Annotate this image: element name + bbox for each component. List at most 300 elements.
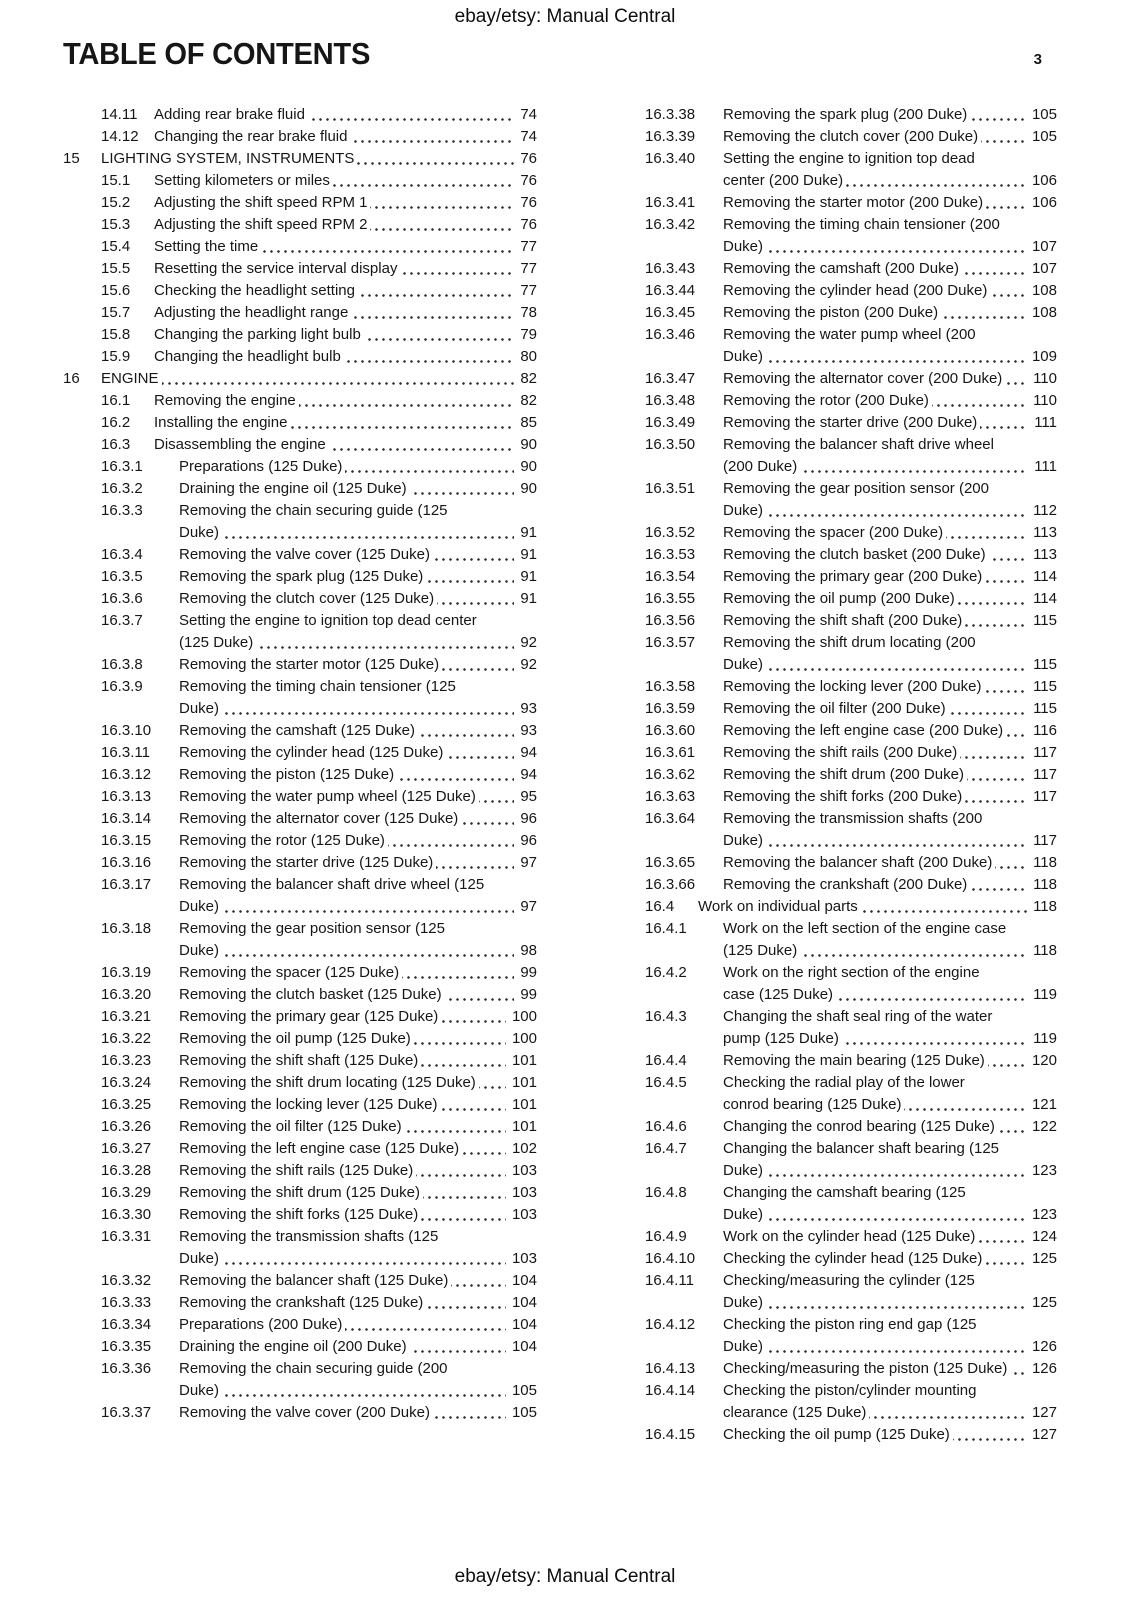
toc-entry-body: [723, 544, 1057, 566]
toc-entry-title: Removing the balancer shaft drive wheel (125 Duke): [179, 876, 485, 915]
toc-entry-page: 127: [1026, 1402, 1057, 1424]
toc-entry: [645, 544, 1057, 566]
toc-entry-title: Removing the oil filter (200 Duke): [723, 700, 949, 717]
toc-entry-title: Checking the headlight setting: [154, 282, 358, 299]
toc-entry-title: Checking the piston/cylinder mounting clearance (125 Duke): [723, 1382, 977, 1421]
toc-entry-title: Disassembling the engine: [154, 436, 329, 453]
toc-entry-body: [723, 1050, 1057, 1072]
toc-entry-page: 91: [514, 588, 537, 610]
toc-entry-number: 16.3.20: [101, 986, 152, 1003]
toc-entry-body: [179, 456, 537, 478]
toc-entry-title: Removing the spacer (125 Duke): [179, 964, 402, 981]
toc-entry-page: 117: [1027, 786, 1057, 808]
toc-entry-number: 16.3.21: [101, 1008, 152, 1025]
toc-entry-title: Checking the piston ring end gap (125 Duke): [723, 1316, 977, 1355]
toc-entry-body: [723, 698, 1057, 720]
toc-entry-page: 90: [514, 434, 537, 456]
toc-entry: [645, 962, 1057, 1006]
toc-entry-title: Setting kilometers or miles: [154, 172, 333, 189]
toc-entry-body: [179, 566, 537, 588]
toc-entry-body: [723, 390, 1057, 412]
toc-entry-number: 16.3.38: [645, 106, 696, 123]
toc-entry-title: Removing the engine: [154, 392, 299, 409]
toc-entry: [101, 258, 537, 280]
toc-entry-page: 102: [506, 1138, 537, 1160]
toc-entry: [645, 324, 1057, 368]
toc-entry-number: 16.4.7: [645, 1140, 687, 1157]
toc-entry-number: 16.3.42: [645, 216, 696, 233]
toc-entry-body: [723, 1072, 1057, 1116]
toc-entry-number: 16.3.39: [645, 128, 696, 145]
toc-entry-title: Removing the left engine case (200 Duke): [723, 722, 1006, 739]
toc-entry: [645, 1116, 1057, 1138]
toc-entry: [101, 346, 537, 368]
toc-entry: [101, 1292, 537, 1314]
toc-entry: [101, 1182, 537, 1204]
toc-entry-number: 16.3.64: [645, 810, 696, 827]
toc-entry-title: Removing the piston (200 Duke): [723, 304, 941, 321]
toc-entry-number: 15: [63, 150, 80, 167]
toc-entry-page: 122: [1026, 1116, 1057, 1138]
toc-entry: [645, 214, 1057, 258]
toc-entry: [101, 126, 537, 148]
toc-entry-body: [723, 126, 1057, 148]
toc-entry-title: Checking/measuring the piston (125 Duke): [723, 1360, 1010, 1377]
toc-entry: [645, 192, 1057, 214]
toc-entry-title: Removing the camshaft (125 Duke): [179, 722, 418, 739]
toc-entry-page: 101: [506, 1072, 537, 1094]
toc-entry-title: Removing the gear position sensor (125 Duke): [179, 920, 445, 959]
toc-entry-number: 16.3.1: [101, 458, 143, 475]
toc-entry-page: 112: [1027, 500, 1057, 522]
toc-entry-page: 104: [506, 1270, 537, 1292]
toc-entry-body: [101, 148, 537, 170]
toc-entry-number: 16.3.13: [101, 788, 152, 805]
toc-entry-body: [723, 1248, 1057, 1270]
toc-entry: [63, 368, 537, 390]
toc-entry-body: [179, 1028, 537, 1050]
toc-entry: [101, 1314, 537, 1336]
toc-entry-body: [179, 500, 537, 544]
toc-entry: [101, 192, 537, 214]
toc-entry-page: 90: [514, 456, 537, 478]
toc-entry: [101, 302, 537, 324]
toc-entry-title: Adding rear brake fluid: [154, 106, 308, 123]
toc-entry-page: 97: [514, 852, 537, 874]
toc-entry: [645, 698, 1057, 720]
toc-entry-page: 101: [506, 1050, 537, 1072]
toc-entry-page: 74: [514, 126, 537, 148]
toc-entry: [101, 742, 537, 764]
toc-entry-title: Removing the balancer shaft (200 Duke): [723, 854, 995, 871]
toc-entry: [645, 258, 1057, 280]
toc-entry-number: 15.7: [101, 304, 131, 321]
toc-entry-number: 16.3.47: [645, 370, 696, 387]
toc-entry: [101, 720, 537, 742]
toc-entry-title: Removing the starter motor (200 Duke): [723, 194, 986, 211]
toc-entry-number: 16.3.31: [101, 1228, 152, 1245]
toc-entry: [63, 148, 537, 170]
toc-entry-body: [723, 1358, 1057, 1380]
toc-entry: [101, 852, 537, 874]
toc-entry: [101, 676, 537, 720]
toc-entry: [645, 1270, 1057, 1314]
toc-entry-title: Removing the primary gear (200 Duke): [723, 568, 985, 585]
toc-entry-body: [154, 104, 537, 126]
toc-entry-number: 16: [63, 370, 80, 387]
toc-entry-number: 16.4.2: [645, 964, 687, 981]
toc-entry: [645, 896, 1057, 918]
toc-entry-number: 16.4.3: [645, 1008, 687, 1025]
toc-entry-body: [154, 434, 537, 456]
toc-entry-number: 16.3.17: [101, 876, 152, 893]
toc-entry-title: Removing the valve cover (200 Duke): [179, 1404, 433, 1421]
toc-entry-title: Removing the oil pump (125 Duke): [179, 1030, 414, 1047]
toc-entry-title: Checking the oil pump (125 Duke): [723, 1426, 953, 1443]
top-banner: ebay/etsy: Manual Central: [454, 6, 676, 27]
toc-entry: [645, 874, 1057, 896]
toc-entry: [101, 104, 537, 126]
toc-entry-page: 107: [1026, 258, 1057, 280]
toc-entry-number: 16.3.34: [101, 1316, 152, 1333]
toc-entry-title: Checking the radial play of the lower conrod bearing (125 Duke): [723, 1074, 965, 1113]
toc-entry-number: 16.4.1: [645, 920, 687, 937]
toc-entry-number: 16.4.12: [645, 1316, 696, 1333]
toc-entry-title: Removing the transmission shafts (200 Duke): [723, 810, 983, 849]
toc-entry-page: 113: [1027, 522, 1057, 544]
toc-entry-body: [723, 808, 1057, 852]
toc-entry: [645, 434, 1057, 478]
toc-entry-page: 110: [1027, 390, 1057, 412]
toc-entry: [645, 918, 1057, 962]
toc-entry-number: 15.4: [101, 238, 131, 255]
toc-entry-number: 16.3.57: [645, 634, 696, 651]
toc-entry-title: Removing the piston (125 Duke): [179, 766, 397, 783]
toc-entry: [101, 830, 537, 852]
toc-entry-body: [179, 1402, 537, 1424]
toc-entry-body: [179, 808, 537, 830]
toc-entry-body: [179, 1314, 537, 1336]
toc-entry-body: [101, 368, 537, 390]
toc-entry-body: [179, 610, 537, 654]
toc-entry-body: [723, 676, 1057, 698]
toc-entry-number: 16.3.48: [645, 392, 696, 409]
toc-entry: [101, 1204, 537, 1226]
toc-entry-title: Removing the balancer shaft drive wheel (200 Duke): [723, 436, 994, 475]
toc-entry-title: Removing the shift forks (200 Duke): [723, 788, 965, 805]
toc-entry: [101, 764, 537, 786]
toc-entry-title: LIGHTING SYSTEM, INSTRUMENTS: [101, 150, 357, 167]
toc-entry-page: 124: [1026, 1226, 1057, 1248]
toc-entry-number: 16.3.14: [101, 810, 152, 827]
toc-entry-page: 123: [1026, 1204, 1057, 1226]
toc-entry-body: [154, 126, 537, 148]
toc-entry-page: 91: [514, 544, 537, 566]
toc-entry: [101, 1028, 537, 1050]
toc-entry-number: 16.3.26: [101, 1118, 152, 1135]
toc-entry: [101, 1336, 537, 1358]
toc-entry-number: 16.4.9: [645, 1228, 687, 1245]
toc-entry-title: Removing the cylinder head (125 Duke): [179, 744, 446, 761]
toc-entry-body: [179, 1138, 537, 1160]
toc-entry-body: [179, 1292, 537, 1314]
toc-entry-number: 16.4.13: [645, 1360, 696, 1377]
toc-entry-title: Removing the crankshaft (125 Duke): [179, 1294, 426, 1311]
toc-entry-number: 16.3.29: [101, 1184, 152, 1201]
toc-entry-title: ENGINE: [101, 370, 162, 387]
toc-entry-body: [723, 632, 1057, 676]
toc-entry-title: Removing the shift rails (125 Duke): [179, 1162, 416, 1179]
toc-entry: [645, 412, 1057, 434]
toc-entry: [645, 390, 1057, 412]
toc-entry: [101, 1160, 537, 1182]
toc-entry-page: 104: [506, 1336, 537, 1358]
toc-entry-number: 15.3: [101, 216, 131, 233]
toc-entry-number: 16.3.9: [101, 678, 143, 695]
toc-entry-title: Preparations (200 Duke): [179, 1316, 345, 1333]
toc-entry: [101, 1402, 537, 1424]
toc-entry-page: 103: [506, 1248, 537, 1270]
toc-entry-page: 104: [506, 1314, 537, 1336]
toc-entry-page: 105: [1026, 104, 1057, 126]
toc-entry-body: [723, 566, 1057, 588]
toc-entry-number: 16.1: [101, 392, 131, 409]
toc-entry-page: 119: [1027, 984, 1057, 1006]
toc-entry-page: 105: [1026, 126, 1057, 148]
toc-entry-page: 114: [1027, 588, 1057, 610]
toc-entry-page: 82: [514, 368, 537, 390]
toc-entry-title: Work on individual parts: [698, 898, 861, 915]
toc-entry-page: 106: [1026, 192, 1057, 214]
toc-entry: [101, 1050, 537, 1072]
toc-entry-body: [723, 1314, 1057, 1358]
toc-entry-number: 15.9: [101, 348, 131, 365]
toc-entry-body: [179, 830, 537, 852]
toc-entry-title: Adjusting the shift speed RPM 2: [154, 216, 370, 233]
toc-entry-page: 118: [1027, 874, 1057, 896]
toc-entry: [101, 544, 537, 566]
toc-entry-page: 100: [506, 1006, 537, 1028]
toc-entry: [101, 280, 537, 302]
toc-entry-page: 91: [514, 522, 537, 544]
toc-entry: [645, 1050, 1057, 1072]
toc-entry-number: 15.5: [101, 260, 131, 277]
toc-entry-page: 118: [1027, 940, 1057, 962]
toc-entry-title: Removing the left engine case (125 Duke): [179, 1140, 462, 1157]
toc-entry-page: 78: [514, 302, 537, 324]
toc-entry-body: [723, 764, 1057, 786]
toc-entry-body: [723, 280, 1057, 302]
toc-entry-title: Adjusting the shift speed RPM 1: [154, 194, 370, 211]
toc-entry-body: [179, 764, 537, 786]
toc-entry-title: Changing the parking light bulb: [154, 326, 364, 343]
toc-entry-page: 114: [1027, 566, 1057, 588]
toc-entry-title: Removing the water pump wheel (200 Duke): [723, 326, 976, 365]
toc-entry-page: 96: [514, 808, 537, 830]
toc-entry-page: 92: [514, 632, 537, 654]
toc-entry-body: [179, 742, 537, 764]
toc-entry-number: 16.3.25: [101, 1096, 152, 1113]
toc-entry-number: 16.3.55: [645, 590, 696, 607]
toc-entry-title: Removing the transmission shafts (125 Duke): [179, 1228, 439, 1267]
toc-entry-body: [723, 1424, 1057, 1446]
toc-entry: [645, 610, 1057, 632]
toc-entry-title: Changing the balancer shaft bearing (125 Duke): [723, 1140, 1000, 1179]
toc-entry-number: 16.3.43: [645, 260, 696, 277]
toc-entry: [645, 522, 1057, 544]
toc-entry-title: Removing the shift drum (200 Duke): [723, 766, 967, 783]
toc-entry-body: [179, 874, 537, 918]
page-title: TABLE OF CONTENTS: [63, 36, 371, 71]
toc-entry-page: 106: [1026, 170, 1057, 192]
toc-entry: [645, 676, 1057, 698]
toc-entry-page: 125: [1026, 1292, 1057, 1314]
toc-entry: [645, 1138, 1057, 1182]
toc-entry: [645, 104, 1057, 126]
toc-entry-page: 100: [506, 1028, 537, 1050]
toc-entry-page: 97: [514, 896, 537, 918]
toc-entry-page: 118: [1027, 852, 1057, 874]
toc-entry-body: [723, 588, 1057, 610]
toc-entry-page: 125: [1026, 1248, 1057, 1270]
toc-entry: [101, 1006, 537, 1028]
toc-entry: [645, 1314, 1057, 1358]
toc-entry: [101, 566, 537, 588]
toc-entry-number: 16.4: [645, 898, 675, 915]
toc-entry-title: Removing the clutch basket (200 Duke): [723, 546, 989, 563]
toc-entry-number: 16.4.6: [645, 1118, 687, 1135]
toc-entry-title: Changing the rear brake fluid: [154, 128, 350, 145]
toc-entry-title: Removing the alternator cover (125 Duke): [179, 810, 461, 827]
toc-entry-body: [723, 852, 1057, 874]
toc-entry: [645, 632, 1057, 676]
toc-entry-body: [723, 148, 1057, 192]
toc-entry-body: [154, 236, 537, 258]
toc-entry-body: [154, 280, 537, 302]
toc-entry: [101, 874, 537, 918]
toc-entry-body: [723, 742, 1057, 764]
toc-entry-page: 103: [506, 1160, 537, 1182]
toc-entry-body: [723, 1006, 1057, 1050]
toc-entry-number: 16.3.3: [101, 502, 143, 519]
toc-entry: [645, 280, 1057, 302]
toc-entry-number: 16.3.5: [101, 568, 143, 585]
toc-entry-page: 76: [514, 170, 537, 192]
toc-right-column: [607, 104, 1057, 1446]
toc-entry-body: [179, 720, 537, 742]
toc-entry: [101, 610, 537, 654]
toc-entry-body: [154, 258, 537, 280]
toc-entry: [645, 148, 1057, 192]
toc-entry-title: Removing the shift drum locating (200 Duke): [723, 634, 976, 673]
toc-entry-body: [179, 1182, 537, 1204]
toc-entry: [645, 742, 1057, 764]
toc-entry-body: [723, 434, 1057, 478]
toc-entry-number: 16.3.63: [645, 788, 696, 805]
toc-entry: [101, 434, 537, 456]
toc-entry-page: 94: [514, 742, 537, 764]
toc-entry-title: Checking the cylinder head (125 Duke): [723, 1250, 985, 1267]
toc-entry-page: 76: [514, 214, 537, 236]
toc-entry-number: 16.3.40: [645, 150, 696, 167]
toc-entry-number: 16.3.24: [101, 1074, 152, 1091]
toc-entry-body: [723, 1138, 1057, 1182]
toc-entry-number: 16.3.7: [101, 612, 143, 629]
toc-entry-page: 103: [506, 1204, 537, 1226]
toc-entry: [101, 654, 537, 676]
toc-entry-body: [723, 1182, 1057, 1226]
toc-entry-page: 126: [1026, 1336, 1057, 1358]
toc-entry-page: 105: [506, 1402, 537, 1424]
toc-entry-number: 16.3.62: [645, 766, 696, 783]
toc-entry-body: [723, 1270, 1057, 1314]
toc-entry-title: Installing the engine: [154, 414, 290, 431]
toc-entry-title: Removing the shift drum locating (125 Duke): [179, 1074, 479, 1091]
toc-entry-number: 15.8: [101, 326, 131, 343]
toc-entry-number: 16.3.15: [101, 832, 152, 849]
toc-entry-number: 16.3.49: [645, 414, 696, 431]
toc-entry: [645, 1358, 1057, 1380]
toc-entry: [645, 1182, 1057, 1226]
toc-entry-body: [723, 214, 1057, 258]
toc-entry-body: [179, 1270, 537, 1292]
toc-entry-page: 101: [506, 1116, 537, 1138]
toc-entry-page: 111: [1028, 412, 1057, 434]
toc-entry-body: [723, 786, 1057, 808]
toc-entry: [101, 478, 537, 500]
toc-entry-body: [723, 302, 1057, 324]
toc-entry-number: 16.3.37: [101, 1404, 152, 1421]
toc-entry-title: Work on the left section of the engine case (125 Duke): [723, 920, 1007, 959]
toc-entry-page: 77: [514, 280, 537, 302]
toc-entry: [645, 1226, 1057, 1248]
toc-entry-body: [723, 720, 1057, 742]
toc-entry: [101, 324, 537, 346]
toc-entry-title: Removing the timing chain tensioner (125 Duke): [179, 678, 456, 717]
toc-entry-number: 16.3.44: [645, 282, 696, 299]
toc-entry: [645, 302, 1057, 324]
toc-entry-page: 120: [1026, 1050, 1057, 1072]
toc-entry-title: Setting the engine to ignition top dead center (200 Duke): [723, 150, 975, 189]
toc-entry-number: 16.3.60: [645, 722, 696, 739]
bottom-banner: ebay/etsy: Manual Central: [454, 1566, 676, 1587]
toc-entry-page: 95: [514, 786, 537, 808]
toc-entry-body: [179, 1006, 537, 1028]
toc-entry: [101, 1072, 537, 1094]
toc-entry-number: 16.3.61: [645, 744, 696, 761]
toc-entry-page: 115: [1027, 676, 1057, 698]
toc-entry: [645, 764, 1057, 786]
toc-entry-page: 113: [1027, 544, 1057, 566]
toc-entry-number: 16.3.50: [645, 436, 696, 453]
toc-entry-title: Removing the starter motor (125 Duke): [179, 656, 442, 673]
toc-entry-number: 16.3.46: [645, 326, 696, 343]
toc-entry-number: 16.3.53: [645, 546, 696, 563]
toc-entry-page: 103: [506, 1182, 537, 1204]
toc-entry-number: 16.4.11: [645, 1272, 694, 1289]
toc-entry-number: 16.3.32: [101, 1272, 152, 1289]
toc-entry-number: 16.4.5: [645, 1074, 687, 1091]
toc-entry-number: 16.4.10: [645, 1250, 696, 1267]
toc-entry-page: 104: [506, 1292, 537, 1314]
toc-entry-body: [179, 544, 537, 566]
toc-entry-body: [723, 962, 1057, 1006]
toc-entry-body: [723, 1380, 1057, 1424]
toc-entry-page: 115: [1027, 654, 1057, 676]
toc-entry-number: 16.3.10: [101, 722, 152, 739]
toc-entry-body: [723, 1116, 1057, 1138]
toc-entry-number: 16.3.41: [645, 194, 696, 211]
